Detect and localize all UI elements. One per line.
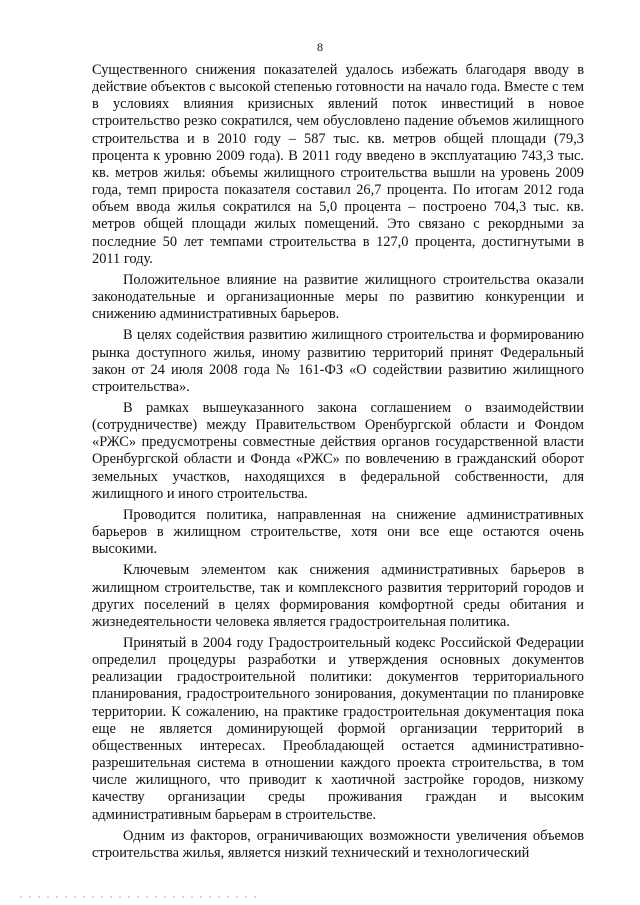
paragraph: Положительное влияние на развитие жилищного строительства оказали законодательные и организационные меры по развитию конкуренции и снижению административных барьеров. xyxy=(92,271,584,323)
body-text xyxy=(92,62,584,866)
page-number: 8 xyxy=(317,40,323,54)
paragraph: Ключевым элементом как снижения административных барьеров в жилищном строительстве, так и комплексного развития территорий городов и других поселений в целях формирования комфортной среды обитания и жизнедеятельности человека является градостроительная политика. xyxy=(92,562,584,630)
scan-footer-artifact xyxy=(20,896,260,898)
paragraph: В рамках вышеуказанного закона соглашением о взаимодействии (сотрудничестве) между Правительством Оренбургской области и Фондом «РЖС» предусмотрены совместные действия органов государственной власти Оренбургской области и Фонда «РЖС» по вовлечению в гражданский оборот земельных участков, находящихся в федеральной собственности, для жилищного и иного строительства. xyxy=(92,399,584,502)
paragraph: Проводится политика, направленная на снижение административных барьеров в жилищном строительстве, хотя они все еще остаются очень высокими. xyxy=(92,506,584,558)
paragraph: Одним из факторов, ограничивающих возможности увеличения объемов строительства жилья, является низкий технический и технологический xyxy=(92,827,584,861)
paragraph: Принятый в 2004 году Градостроительный кодекс Российской Федерации определил процедуры разработки и утверждения основных документов реализации градостроительной политики: документов территориального планирования, градостроительного зонирования, документации по планировке территории. К сожалению, на практике градостроительная документация пока еще не является доминирующей формой организации территорий в общественных интересах. Преобладающей остается административно-разрешительная система в отношении каждого проекта строительства, в том числе жилищного, что приводит к хаотичной застройке городов, низкому качеству организации среды проживания граждан и высоким административным барьерам в строительстве. xyxy=(92,635,584,823)
paragraph: В целях содействия развитию жилищного строительства и формированию рынка доступного жилья, иному развитию территорий принят Федеральный закон от 24 июля 2008 года № 161-ФЗ «О содействии развитию жилищного строительства». xyxy=(92,327,584,395)
paragraph: Существенного снижения показателей удалось избежать благодаря вводу в действие объектов с высокой степенью готовности на начало года. Вместе с тем в условиях влияния кризисных явлений поток инвестиций в новое строительство резко сократился, чем обусловлено падение объемов жилищного строительства и в 2010 году – 587 тыс. кв. метров общей площади (79,3 процента к уровню 2009 года). В 2011 году введено в эксплуатацию 743,3 тыс. кв. метров жилья: объемы жилищного строительства вышли на уровень 2009 года, темп прироста показателя составил 26,7 процента. По итогам 2012 года объем ввода жилья сократился на 5,0 процента – построено 704,3 тыс. кв. метров общей площади жилых помещений. Это связано с рекордными за последние 50 лет темпами строительства в 127,0 процента, достигнутыми в 2011 году. xyxy=(92,62,584,267)
